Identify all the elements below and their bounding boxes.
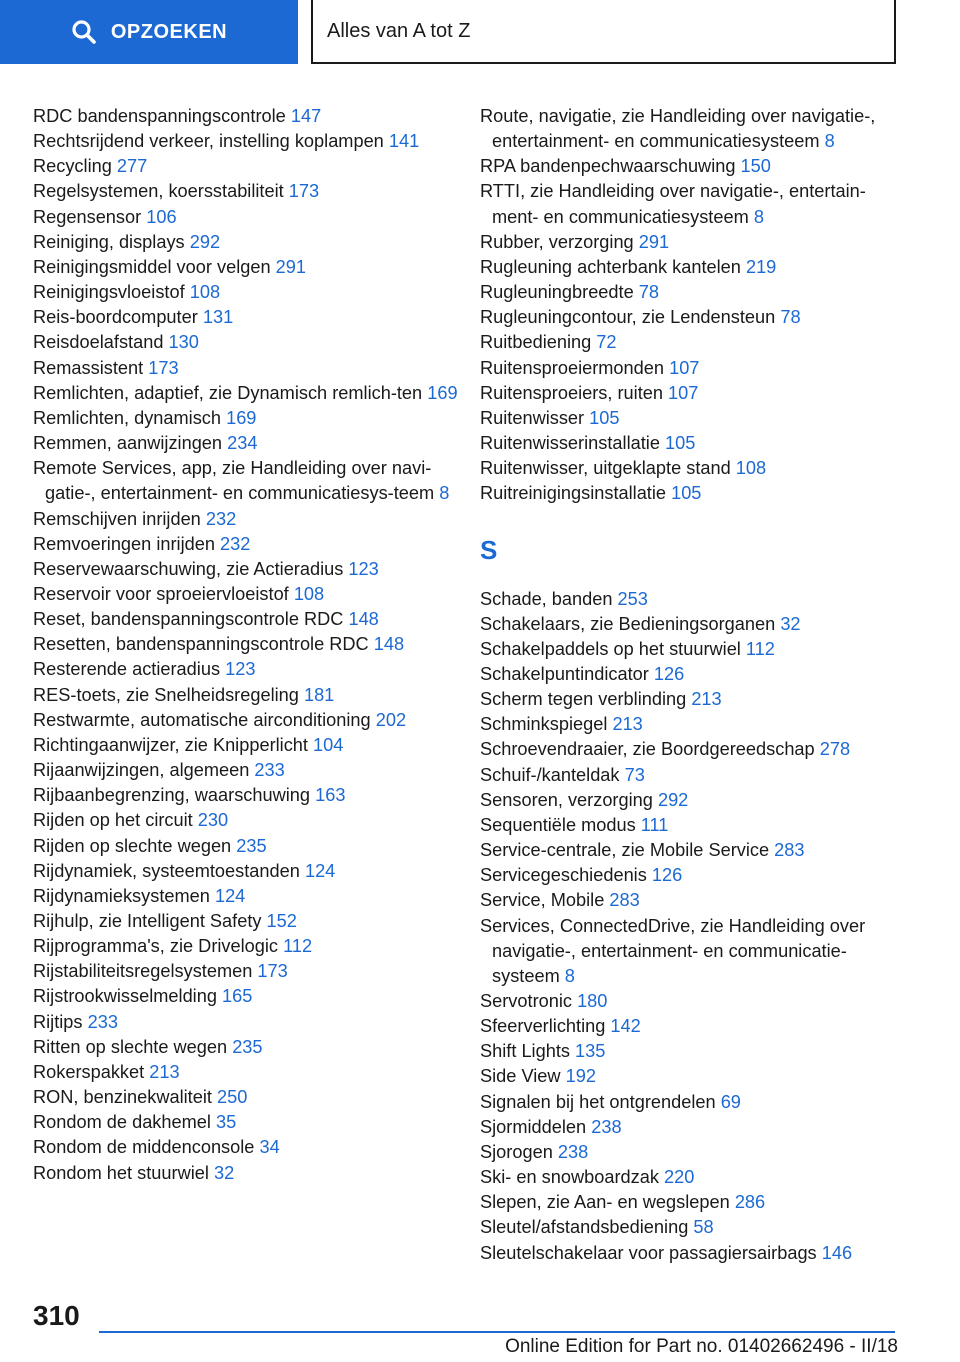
index-entry [33, 1161, 463, 1186]
page-link[interactable]: 123 [348, 558, 379, 579]
page-link[interactable]: 292 [189, 231, 221, 252]
index-entry [480, 1165, 900, 1190]
page-link[interactable]: 111 [640, 814, 669, 835]
index-entry-text: Restwarmte, automatische airconditioning [33, 709, 371, 730]
page-link[interactable]: 169 [427, 382, 458, 403]
page-link[interactable]: 292 [657, 789, 689, 810]
index-entry [33, 154, 463, 179]
index-entry [33, 1110, 463, 1135]
index-entry-text: Service, Mobile [480, 890, 605, 911]
page-link[interactable]: 238 [557, 1141, 589, 1162]
page-link[interactable]: 147 [290, 106, 322, 126]
page-link[interactable]: 124 [304, 860, 336, 881]
page-link[interactable]: 181 [303, 684, 335, 705]
index-entry-text: Schuif-/kanteldak [480, 764, 620, 785]
page-link[interactable]: 146 [821, 1242, 853, 1263]
index-entry-text: Servotronic [480, 991, 572, 1011]
index-entry-text: Rijden op het circuit [33, 810, 193, 831]
index-entry [480, 305, 900, 330]
page-link[interactable]: 163 [315, 785, 346, 806]
index-entry-text: Services, ConnectedDrive, zie Handleiding over navigatie-, entertainment- en communicatie-systeem [480, 915, 866, 986]
index-entry [480, 179, 900, 229]
page-link[interactable]: 173 [288, 181, 320, 202]
index-entry-text: Rijbaanbegrenzing, waarschuwing [33, 785, 311, 806]
index-entry [480, 1064, 900, 1089]
page-link[interactable]: 58 [693, 1217, 714, 1238]
index-entry [480, 888, 900, 913]
page-link[interactable]: 253 [617, 588, 648, 609]
page-link[interactable]: 235 [232, 1036, 263, 1057]
index-entry-text: Rugleuningbreedte [480, 282, 634, 303]
index-entry-text: Ruitenwisser, uitgeklapte stand [480, 458, 731, 479]
index-entry [33, 859, 463, 884]
page-link[interactable]: 213 [149, 1061, 180, 1082]
page-link[interactable]: 108 [735, 458, 767, 479]
index-entry [33, 179, 463, 204]
index-entry [480, 637, 900, 662]
index-entry-text: Remmen, aanwijzingen [33, 433, 223, 454]
index-entry [480, 481, 900, 506]
footer-divider [99, 1331, 895, 1333]
index-entry-text: Rijaanwijzingen, algemeen [33, 760, 250, 781]
page-link[interactable]: 73 [624, 764, 645, 785]
index-group-s [480, 587, 900, 1266]
page-link[interactable]: 105 [671, 483, 702, 504]
index-entry-text: Remlichten, adaptief, zie Dynamisch remlich-ten [33, 382, 423, 403]
page-link[interactable]: 291 [638, 231, 670, 252]
index-entry [480, 612, 900, 637]
index-entry [33, 834, 463, 859]
index-entry [33, 230, 463, 255]
index-entry [480, 712, 900, 737]
index-entry-text: Remvoeringen inrijden [33, 533, 215, 554]
edition-footer: Online Edition for Part no. 01402662496 - II/18 [505, 1336, 898, 1357]
page-link[interactable]: 8 [753, 206, 764, 227]
index-entry-text: Rondom de middenconsole [33, 1137, 255, 1158]
page-link[interactable]: 112 [745, 638, 775, 659]
index-entry [480, 687, 900, 712]
index-entry [33, 1085, 463, 1110]
index-entry-text: Remassistent [33, 357, 144, 378]
index-entry-text: RTTI, zie Handleiding over navigatie-, entertain-ment- en communicatiesysteem [480, 181, 866, 227]
page-link[interactable]: 8 [564, 965, 575, 986]
page-link[interactable]: 291 [275, 256, 307, 277]
index-entry-text: Ruitbediening [480, 332, 592, 353]
index-entry-text: Schakelpaddels op het stuurwiel [480, 638, 741, 659]
index-entry-text: Rechtsrijdend verkeer, instelling koplampen [33, 131, 384, 152]
index-entry-text: Rijtips [33, 1011, 83, 1032]
index-entry-text: Side View [480, 1066, 561, 1087]
index-entry-text: Sleutel/afstandsbediening [480, 1217, 689, 1238]
page-link[interactable]: 135 [575, 1041, 606, 1062]
index-entry [33, 733, 463, 758]
page-link[interactable]: 277 [116, 156, 148, 177]
page-link[interactable]: 78 [638, 282, 660, 303]
section-letter: S [480, 534, 498, 565]
index-entry-text: Rondom de dakhemel [33, 1112, 211, 1133]
page-link[interactable]: 230 [197, 810, 229, 831]
index-column-right [480, 104, 900, 1266]
index-entry [33, 1060, 463, 1085]
index-entry-text: Reiniging, displays [33, 231, 185, 252]
index-entry [33, 280, 463, 305]
index-entry-text: Reservewaarschuwing, zie Actieradius [33, 558, 344, 579]
index-entry-text: Scherm tegen verblinding [480, 689, 687, 710]
page-link[interactable]: 283 [609, 890, 640, 911]
index-entry [480, 1190, 900, 1215]
index-entry-text: Schakelpuntindicator [480, 663, 649, 684]
index-entry [33, 507, 463, 532]
index-entry [33, 959, 463, 984]
index-entry [33, 129, 463, 154]
index-entry [33, 984, 463, 1009]
page-link[interactable]: 192 [565, 1066, 596, 1087]
index-entry-text: Rijdynamieksystemen [33, 885, 210, 906]
index-entry [33, 909, 463, 934]
index-entry-text: Regelsystemen, koersstabiliteit [33, 181, 284, 202]
index-entry [33, 1010, 463, 1035]
page-link[interactable]: 108 [293, 583, 325, 604]
index-entry-text: Service-centrale, zie Mobile Service [480, 840, 770, 861]
index-entry [480, 456, 900, 481]
index-entry [480, 330, 900, 355]
index-entry [33, 934, 463, 959]
index-entry [480, 813, 900, 838]
index-entry [33, 808, 463, 833]
index-entry-text: Rubber, verzorging [480, 231, 634, 252]
index-entry [33, 1135, 463, 1160]
index-entry-text: RPA bandenpechwaarschuwing [480, 156, 736, 177]
index-entry-text: Resterende actieradius [33, 659, 221, 680]
page-link[interactable]: 202 [375, 709, 407, 730]
index-entry-text: Rugleuningcontour, zie Lendensteun [480, 307, 776, 328]
index-entry-text: Ruitenwisserinstallatie [480, 433, 660, 454]
page-link[interactable]: 219 [745, 256, 777, 277]
index-entry [480, 1140, 900, 1165]
page-link[interactable]: 165 [222, 986, 253, 1007]
index-entry-text: Ski- en snowboardzak [480, 1167, 659, 1188]
index-entry [480, 1241, 900, 1266]
index-entry-text: Sfeerverlichting [480, 1016, 606, 1037]
index-entry-text: RDC bandenspanningscontrole [33, 106, 286, 126]
page-link[interactable]: 233 [254, 760, 285, 781]
page-link[interactable]: 213 [691, 689, 722, 710]
index-entry-text: Rokerspakket [33, 1061, 145, 1082]
page-link[interactable]: 72 [596, 332, 617, 353]
page-link[interactable]: 34 [259, 1137, 280, 1158]
index-entry [33, 104, 463, 129]
page-link[interactable]: 286 [734, 1192, 766, 1213]
index-entry-text: Schminkspiegel [480, 714, 608, 735]
page-link[interactable]: 173 [148, 357, 179, 378]
index-entry [33, 406, 463, 431]
index-entry [480, 1115, 900, 1140]
index-entry [33, 532, 463, 557]
index-entry-text: Reservoir voor sproeiervloeistof [33, 583, 289, 604]
index-entry-text: Schroevendraaier, zie Boordgereedschap [480, 739, 815, 760]
index-entry-text: Sensoren, verzorging [480, 789, 653, 810]
page-link[interactable]: 220 [664, 1167, 695, 1188]
index-entry [480, 154, 900, 179]
page-link[interactable]: 283 [774, 840, 805, 861]
index-entry [33, 330, 463, 355]
index-entry-text: Rijdynamiek, systeemtoestanden [33, 860, 300, 881]
index-entry [33, 683, 463, 708]
index-entry [480, 1039, 900, 1064]
page-link[interactable]: 107 [669, 357, 700, 378]
index-entry-text: Reinigingsvloeistof [33, 282, 185, 303]
index-entry [480, 737, 900, 762]
page-link[interactable]: 142 [610, 1016, 641, 1037]
index-entry [480, 863, 900, 888]
index-group-r [480, 104, 900, 507]
page-link[interactable]: 8 [824, 131, 835, 152]
page-link[interactable]: 69 [720, 1091, 741, 1112]
index-entry-text: Reinigingsmiddel voor velgen [33, 256, 271, 277]
page-link[interactable]: 148 [348, 609, 379, 630]
index-entry [33, 381, 463, 406]
page-link[interactable]: 250 [216, 1087, 248, 1108]
index-entry [33, 582, 463, 607]
page-link[interactable]: 8 [439, 483, 450, 504]
page-link[interactable]: 235 [236, 835, 267, 856]
index-entry-text: Rugleuning achterbank kantelen [480, 256, 741, 277]
index-column-left [33, 104, 463, 1186]
index-entry [33, 607, 463, 632]
page-link[interactable]: 32 [213, 1162, 235, 1183]
index-entry-text: Reset, bandenspanningscontrole RDC [33, 609, 344, 630]
page-link[interactable]: 141 [388, 131, 420, 152]
page-link[interactable]: 152 [266, 911, 297, 931]
page-link[interactable]: 150 [740, 156, 771, 177]
index-entry-text: Schade, banden [480, 588, 613, 609]
page-link[interactable]: 126 [653, 663, 685, 684]
index-entry-text: Sjormiddelen [480, 1116, 587, 1137]
index-entry-text: Remlichten, dynamisch [33, 407, 222, 428]
section-title: Alles van A tot Z [327, 19, 471, 42]
index-entry [480, 104, 900, 154]
index-entry-text: Ritten op slechte wegen [33, 1036, 228, 1057]
page-link[interactable]: 148 [373, 634, 405, 655]
page-link[interactable]: 278 [819, 739, 851, 760]
index-entry [33, 1035, 463, 1060]
index-entry-text: Shift Lights [480, 1041, 570, 1062]
page-link[interactable]: 124 [214, 885, 246, 906]
page-link[interactable]: 233 [87, 1011, 118, 1032]
index-entry [480, 838, 900, 863]
index-entry-text: Sleutelschakelaar voor passagiersairbags [480, 1242, 817, 1263]
page-link[interactable]: 104 [313, 734, 344, 755]
page-link[interactable]: 213 [612, 714, 643, 735]
index-entry-text: Rijstrookwisselmelding [33, 986, 217, 1007]
index-entry [33, 632, 463, 657]
index-entry [33, 708, 463, 733]
page-link[interactable]: 131 [202, 307, 234, 328]
search-icon [71, 19, 97, 45]
index-entry-text: Resetten, bandenspanningscontrole RDC [33, 634, 369, 655]
page-link[interactable]: 35 [216, 1112, 237, 1133]
page-link[interactable]: 32 [780, 613, 801, 634]
index-entry [33, 758, 463, 783]
index-entry [33, 431, 463, 456]
index-entry-text: Ruitensproeiers, ruiten [480, 382, 663, 403]
index-entry [480, 662, 900, 687]
page-link[interactable]: 180 [577, 991, 608, 1011]
search-button[interactable] [0, 0, 298, 64]
page-link[interactable]: 105 [589, 407, 620, 428]
index-entry [33, 255, 463, 280]
index-entry [33, 356, 463, 381]
index-entry-text: Rondom het stuurwiel [33, 1162, 209, 1183]
index-entry [480, 788, 900, 813]
index-entry-text: Ruitreinigingsinstallatie [480, 483, 667, 504]
index-entry [480, 1014, 900, 1039]
index-entry-text: Sjorogen [480, 1141, 553, 1162]
index-entry-text: Schakelaars, zie Bedieningsorganen [480, 613, 776, 634]
index-entry [480, 280, 900, 305]
index-entry-text: Reis-boordcomputer [33, 307, 198, 328]
page-link[interactable]: 112 [283, 936, 313, 957]
index-entry [480, 1090, 900, 1115]
index-entry [33, 657, 463, 682]
header [0, 0, 960, 70]
index-entry-text: Remschijven inrijden [33, 508, 201, 529]
page-link[interactable]: 130 [168, 332, 199, 353]
page-link[interactable]: 108 [189, 282, 221, 303]
page-link[interactable]: 238 [591, 1116, 622, 1137]
index-entry [480, 587, 900, 612]
index-entry [480, 381, 900, 406]
index-entry-text: Rijhulp, zie Intelligent Safety [33, 911, 262, 931]
index-entry [480, 914, 900, 989]
index-entry-text: Rijden op slechte wegen [33, 835, 232, 856]
index-entry-text: Ruitensproeiermonden [480, 357, 665, 378]
page-link[interactable]: 173 [257, 961, 288, 982]
index-entry-text: Remote Services, app, zie Handleiding over navi-gatie-, entertainment- en communicatiesys-teem [33, 458, 435, 504]
index-entry-text: Reisdoelafstand [33, 332, 164, 353]
index-entry-text: Sequentiële modus [480, 814, 636, 835]
page-link[interactable]: 123 [225, 659, 256, 680]
index-entry [480, 255, 900, 280]
index-entry [480, 356, 900, 381]
index-entry [33, 557, 463, 582]
index-entry-text: Regensensor [33, 206, 142, 227]
index-entry [480, 989, 900, 1014]
index-entry-text: Signalen bij het ontgrendelen [480, 1091, 716, 1112]
index-entry [33, 783, 463, 808]
page-link[interactable]: 107 [668, 382, 699, 403]
page-link[interactable]: 105 [665, 433, 696, 454]
index-entry [33, 305, 463, 330]
page-link[interactable]: 169 [226, 407, 257, 428]
index-entry-text: Servicegeschiedenis [480, 865, 647, 886]
index-entry-text: Recycling [33, 156, 112, 177]
page-link[interactable]: 106 [146, 206, 177, 227]
section-title-box [311, 0, 896, 64]
index-entry [480, 763, 900, 788]
page-link[interactable]: 126 [651, 865, 683, 886]
search-button-label: OPZOEKEN [110, 20, 228, 43]
index-entry [33, 884, 463, 909]
index-entry [480, 230, 900, 255]
page-link[interactable]: 232 [205, 508, 237, 529]
page-link[interactable]: 232 [220, 533, 251, 554]
page-link[interactable]: 78 [780, 307, 801, 328]
index-entry-text: RES-toets, zie Snelheidsregeling [33, 684, 299, 705]
index-entry-text: Rijstabiliteitsregelsystemen [33, 961, 253, 982]
index-entry [33, 456, 463, 506]
index-entry-text: Rijprogramma's, zie Drivelogic [33, 936, 279, 957]
page-link[interactable]: 234 [227, 433, 258, 454]
index-entry-text: Slepen, zie Aan- en wegslepen [480, 1192, 730, 1213]
index-entry [480, 431, 900, 456]
index-entry-text: Ruitenwisser [480, 407, 585, 428]
index-entry [480, 1215, 900, 1240]
page-number: 310 [33, 1300, 80, 1331]
index-entry [480, 406, 900, 431]
index-entry-text: Route, navigatie, zie Handleiding over navigatie-, entertainment- en communicatiesysteem [480, 106, 876, 152]
index-entry-text: RON, benzinekwaliteit [33, 1087, 212, 1108]
index-entry-text: Richtingaanwijzer, zie Knipperlicht [33, 734, 308, 755]
index-entry [33, 205, 463, 230]
